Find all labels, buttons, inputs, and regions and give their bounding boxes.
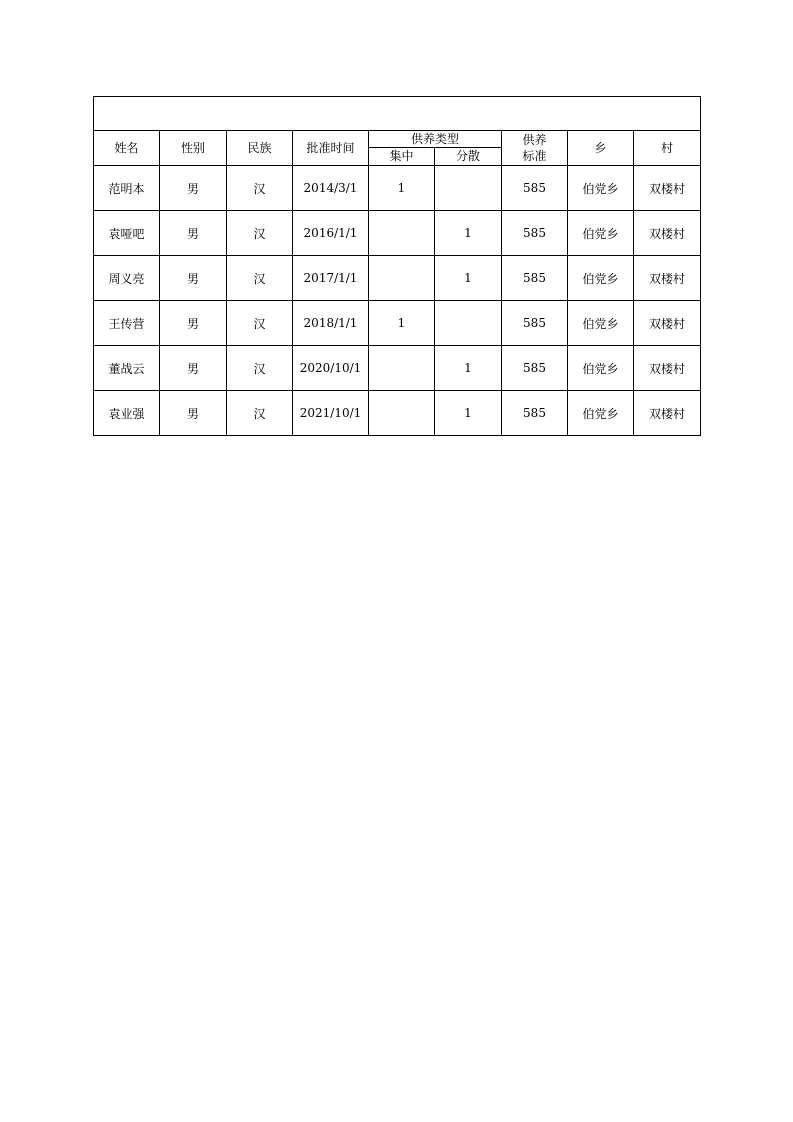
cell-township: 伯党乡 — [568, 166, 634, 211]
cell-village: 双楼村 — [634, 346, 701, 391]
cell-dispersed: 1 — [435, 391, 502, 436]
cell-centralized — [369, 346, 435, 391]
cell-township: 伯党乡 — [568, 391, 634, 436]
table-row — [94, 301, 701, 346]
cell-dispersed — [435, 166, 502, 211]
cell-support-standard: 585 — [502, 391, 568, 436]
cell-ethnicity: 汉 — [227, 301, 293, 346]
cell-gender: 男 — [160, 391, 227, 436]
cell-gender: 男 — [160, 166, 227, 211]
support-table — [93, 96, 701, 436]
table-row — [94, 211, 701, 256]
cell-approval-date: 2018/1/1 — [293, 301, 369, 346]
table-title — [94, 97, 701, 131]
cell-approval-date: 2016/1/1 — [293, 211, 369, 256]
cell-approval-date: 2014/3/1 — [293, 166, 369, 211]
header-name: 姓名 — [94, 131, 160, 166]
cell-gender: 男 — [160, 301, 227, 346]
cell-ethnicity: 汉 — [227, 391, 293, 436]
cell-dispersed: 1 — [435, 211, 502, 256]
cell-village: 双楼村 — [634, 256, 701, 301]
cell-centralized — [369, 256, 435, 301]
cell-gender: 男 — [160, 346, 227, 391]
cell-support-standard: 585 — [502, 166, 568, 211]
cell-approval-date: 2020/10/1 — [293, 346, 369, 391]
header-approval-date: 批准时间 — [293, 131, 369, 166]
header-centralized: 集中 — [369, 148, 435, 166]
cell-name: 范明本 — [94, 166, 160, 211]
cell-centralized — [369, 391, 435, 436]
cell-approval-date: 2017/1/1 — [293, 256, 369, 301]
cell-name: 周义亮 — [94, 256, 160, 301]
cell-township: 伯党乡 — [568, 211, 634, 256]
table-row — [94, 256, 701, 301]
cell-dispersed: 1 — [435, 256, 502, 301]
cell-village: 双楼村 — [634, 211, 701, 256]
cell-gender: 男 — [160, 211, 227, 256]
header-gender: 性别 — [160, 131, 227, 166]
cell-township: 伯党乡 — [568, 256, 634, 301]
cell-name: 袁哑吧 — [94, 211, 160, 256]
table-row — [94, 166, 701, 211]
table-row — [94, 346, 701, 391]
header-support-standard: 供养 标准 — [502, 131, 568, 166]
cell-support-standard: 585 — [502, 346, 568, 391]
cell-dispersed — [435, 301, 502, 346]
cell-township: 伯党乡 — [568, 301, 634, 346]
header-township: 乡 — [568, 131, 634, 166]
cell-village: 双楼村 — [634, 301, 701, 346]
cell-township: 伯党乡 — [568, 346, 634, 391]
header-ethnicity: 民族 — [227, 131, 293, 166]
cell-centralized: 1 — [369, 301, 435, 346]
table-row — [94, 391, 701, 436]
header-village: 村 — [634, 131, 701, 166]
cell-centralized: 1 — [369, 166, 435, 211]
cell-name: 袁业强 — [94, 391, 160, 436]
header-dispersed: 分散 — [435, 148, 502, 166]
cell-ethnicity: 汉 — [227, 346, 293, 391]
cell-dispersed: 1 — [435, 346, 502, 391]
header-support-type: 供养类型 — [369, 131, 502, 148]
cell-name: 王传营 — [94, 301, 160, 346]
cell-approval-date: 2021/10/1 — [293, 391, 369, 436]
cell-village: 双楼村 — [634, 166, 701, 211]
cell-name: 董战云 — [94, 346, 160, 391]
cell-support-standard: 585 — [502, 256, 568, 301]
cell-centralized — [369, 211, 435, 256]
cell-ethnicity: 汉 — [227, 256, 293, 301]
cell-support-standard: 585 — [502, 211, 568, 256]
cell-village: 双楼村 — [634, 391, 701, 436]
cell-ethnicity: 汉 — [227, 166, 293, 211]
cell-ethnicity: 汉 — [227, 211, 293, 256]
cell-support-standard: 585 — [502, 301, 568, 346]
cell-gender: 男 — [160, 256, 227, 301]
